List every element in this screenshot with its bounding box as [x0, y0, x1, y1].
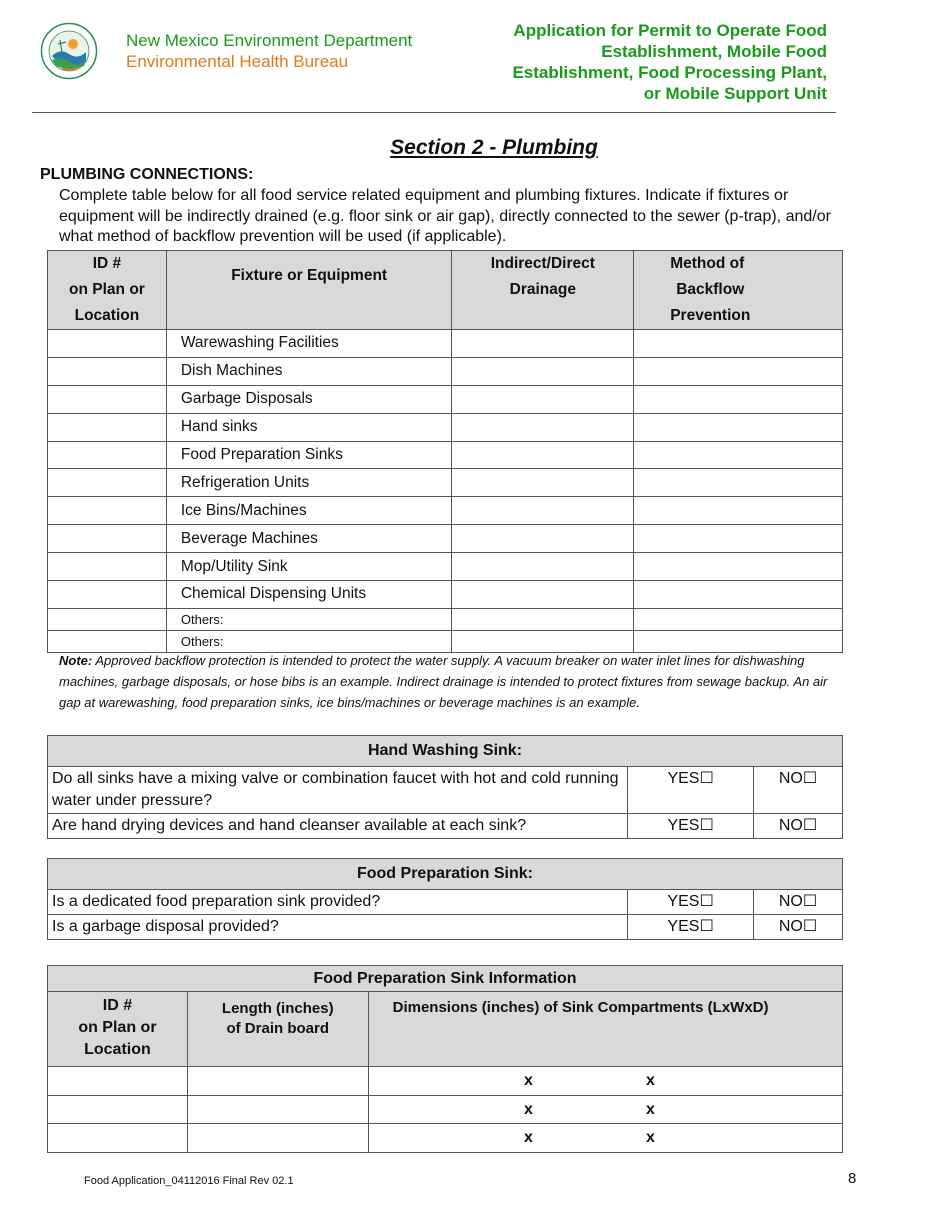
fixture-cell: Warewashing Facilities	[166, 330, 452, 358]
section-title: Section 2 - Plumbing	[390, 136, 598, 159]
dimensions-cell[interactable]	[368, 1095, 842, 1124]
food-prep-sink-table	[47, 858, 843, 940]
table-row	[48, 413, 843, 441]
hand-washing-title: Hand Washing Sink:	[48, 736, 843, 767]
footer-doc-id: Food Application_04112016 Final Rev 02.1	[84, 1175, 294, 1187]
drainage-cell[interactable]	[452, 608, 634, 630]
application-title	[467, 20, 827, 104]
fixture-cell: Beverage Machines	[166, 525, 452, 553]
plumbing-instructions: Complete table below for all food service related equipment and plumbing fixtures. Indicate if fixtures or equipment will be indirectly drained (e.g. floor sink or air gap), directly connected to the sewer (p-trap), and/or what method of backflow prevention will be used (if applicable).	[59, 187, 831, 245]
backflow-cell[interactable]	[634, 553, 843, 581]
plumbing-header-row	[48, 251, 843, 330]
drainage-cell[interactable]	[452, 553, 634, 581]
sink-header-length	[187, 992, 368, 1067]
application-title-line: or Mobile Support Unit	[643, 84, 827, 103]
sink-row	[48, 1067, 843, 1096]
drainage-cell[interactable]	[452, 469, 634, 497]
question-text: Do all sinks have a mixing valve or combination faucet with hot and cold running water under pressure?	[48, 767, 628, 814]
header-backflow	[634, 251, 843, 330]
application-title-line: Establishment, Mobile Food	[601, 42, 827, 61]
agency-name-block	[126, 30, 412, 72]
backflow-cell[interactable]	[634, 497, 843, 525]
dimension-separator: x	[524, 1072, 533, 1089]
header-backflow-line: Method of	[670, 255, 745, 272]
fixture-cell: Chemical Dispensing Units	[166, 581, 452, 609]
id-cell[interactable]	[48, 608, 167, 630]
id-cell[interactable]	[48, 469, 167, 497]
sink-header-id-line: on Plan or	[78, 1019, 157, 1036]
note-text: Approved backflow protection is intended to protect the water supply. A vacuum breaker on water inlet lines for dishwashing machines, garbage disposals, or hose bibs is an example. Indirect drainage is intended to protect fixtures from sewage backup. An air gap at warewashing, food preparation sinks, ice bins/machines or beverage machines is an example.	[59, 653, 828, 710]
sink-row	[48, 1095, 843, 1124]
backflow-cell[interactable]	[634, 469, 843, 497]
sink-header-dimensions: Dimensions (inches) of Sink Compartments (LxWxD)	[368, 992, 842, 1067]
backflow-note	[59, 650, 829, 713]
drainage-cell[interactable]	[452, 581, 634, 609]
sink-id-cell[interactable]	[48, 1095, 188, 1124]
table-row	[48, 441, 843, 469]
others-cell[interactable]: Others:	[166, 630, 452, 652]
sink-header-length-line: of Drain board	[226, 1020, 329, 1037]
header-id-line: on Plan or	[69, 281, 145, 298]
dimension-separator: x	[646, 1101, 655, 1118]
sink-info-table	[47, 965, 843, 1153]
header-id-line: ID #	[92, 255, 122, 272]
fixture-cell: Refrigeration Units	[166, 469, 452, 497]
dimension-separator: x	[646, 1072, 655, 1089]
sink-header-id-line: ID #	[102, 997, 133, 1014]
question-row	[48, 767, 843, 814]
header-fixture-label: Fixture or Equipment	[231, 267, 388, 284]
id-cell[interactable]	[48, 525, 167, 553]
backflow-cell[interactable]	[634, 608, 843, 630]
drainage-cell[interactable]	[452, 441, 634, 469]
question-text: Is a garbage disposal provided?	[48, 915, 628, 940]
dimension-separator: x	[524, 1129, 533, 1146]
id-cell[interactable]	[48, 441, 167, 469]
yes-checkbox[interactable]: YES☐	[628, 915, 754, 940]
backflow-cell[interactable]	[634, 441, 843, 469]
header-drainage	[452, 251, 634, 330]
header-fixture	[166, 251, 452, 330]
sink-id-cell[interactable]	[48, 1067, 188, 1096]
id-cell[interactable]	[48, 385, 167, 413]
dimensions-cell[interactable]	[368, 1124, 842, 1153]
drainage-cell[interactable]	[452, 330, 634, 358]
table-row	[48, 357, 843, 385]
dimensions-cell[interactable]	[368, 1067, 842, 1096]
header-backflow-line: Prevention	[670, 307, 751, 324]
plumbing-table	[47, 250, 843, 653]
no-checkbox[interactable]: NO☐	[754, 767, 843, 814]
drainage-cell[interactable]	[452, 525, 634, 553]
table-row	[48, 469, 843, 497]
table-row	[48, 553, 843, 581]
header-backflow-line: Backflow	[676, 281, 745, 298]
id-cell[interactable]	[48, 553, 167, 581]
drainage-cell[interactable]	[452, 385, 634, 413]
question-row	[48, 890, 843, 915]
sink-row	[48, 1124, 843, 1153]
backflow-cell[interactable]	[634, 525, 843, 553]
table-row	[48, 330, 843, 358]
plumbing-subhead: PLUMBING CONNECTIONS:	[40, 166, 254, 183]
drainage-cell[interactable]	[452, 357, 634, 385]
sink-header-length-line: Length (inches)	[221, 1000, 334, 1017]
id-cell[interactable]	[48, 581, 167, 609]
no-checkbox[interactable]: NO☐	[754, 915, 843, 940]
backflow-cell[interactable]	[634, 413, 843, 441]
sink-info-title: Food Preparation Sink Information	[48, 966, 843, 992]
question-text: Is a dedicated food preparation sink provided?	[48, 890, 628, 915]
header-drainage-line: Drainage	[509, 281, 576, 298]
dimension-separator: x	[524, 1101, 533, 1118]
drainboard-length-cell[interactable]	[187, 1067, 368, 1096]
yes-checkbox[interactable]: YES☐	[628, 890, 754, 915]
question-text: Are hand drying devices and hand cleanser available at each sink?	[48, 814, 628, 839]
others-cell[interactable]: Others:	[166, 608, 452, 630]
drainage-cell[interactable]	[452, 413, 634, 441]
sink-header-id-line: Location	[84, 1041, 151, 1058]
id-cell[interactable]	[48, 330, 167, 358]
table-row	[48, 497, 843, 525]
backflow-cell[interactable]	[634, 385, 843, 413]
drainage-cell[interactable]	[452, 497, 634, 525]
fixture-cell: Mop/Utility Sink	[166, 553, 452, 581]
question-row	[48, 915, 843, 940]
id-cell[interactable]	[48, 497, 167, 525]
fixture-cell: Garbage Disposals	[166, 385, 452, 413]
food-prep-title: Food Preparation Sink:	[48, 859, 843, 890]
fixture-cell: Dish Machines	[166, 357, 452, 385]
header-divider	[32, 112, 836, 113]
nmed-seal-logo	[40, 22, 98, 80]
dimension-separator: x	[646, 1129, 655, 1146]
table-row	[48, 385, 843, 413]
sink-header-id	[48, 992, 188, 1067]
backflow-cell[interactable]	[634, 357, 843, 385]
drainboard-length-cell[interactable]	[187, 1124, 368, 1153]
table-row	[48, 581, 843, 609]
hand-washing-table	[47, 735, 843, 839]
id-cell[interactable]	[48, 357, 167, 385]
fixture-cell: Food Preparation Sinks	[166, 441, 452, 469]
application-title-line: Application for Permit to Operate Food	[513, 21, 827, 40]
note-label: Note:	[59, 653, 93, 668]
no-checkbox[interactable]: NO☐	[754, 890, 843, 915]
application-title-line: Establishment, Food Processing Plant,	[512, 63, 827, 82]
header-id-line: Location	[74, 307, 140, 324]
no-checkbox[interactable]: NO☐	[754, 814, 843, 839]
yes-checkbox[interactable]: YES☐	[628, 767, 754, 814]
page-number: 8	[848, 1170, 857, 1187]
backflow-cell[interactable]	[634, 330, 843, 358]
yes-checkbox[interactable]: YES☐	[628, 814, 754, 839]
table-row	[48, 608, 843, 630]
table-row	[48, 525, 843, 553]
department-name: New Mexico Environment Department	[126, 31, 413, 50]
id-cell[interactable]	[48, 413, 167, 441]
fixture-cell: Ice Bins/Machines	[166, 497, 452, 525]
sink-id-cell[interactable]	[48, 1124, 188, 1153]
header-drainage-line: Indirect/Direct	[490, 255, 595, 272]
backflow-cell[interactable]	[634, 581, 843, 609]
bureau-name: Environmental Health Bureau	[126, 52, 349, 71]
question-row	[48, 814, 843, 839]
fixture-cell: Hand sinks	[166, 413, 452, 441]
drainboard-length-cell[interactable]	[187, 1095, 368, 1124]
header-id	[48, 251, 167, 330]
